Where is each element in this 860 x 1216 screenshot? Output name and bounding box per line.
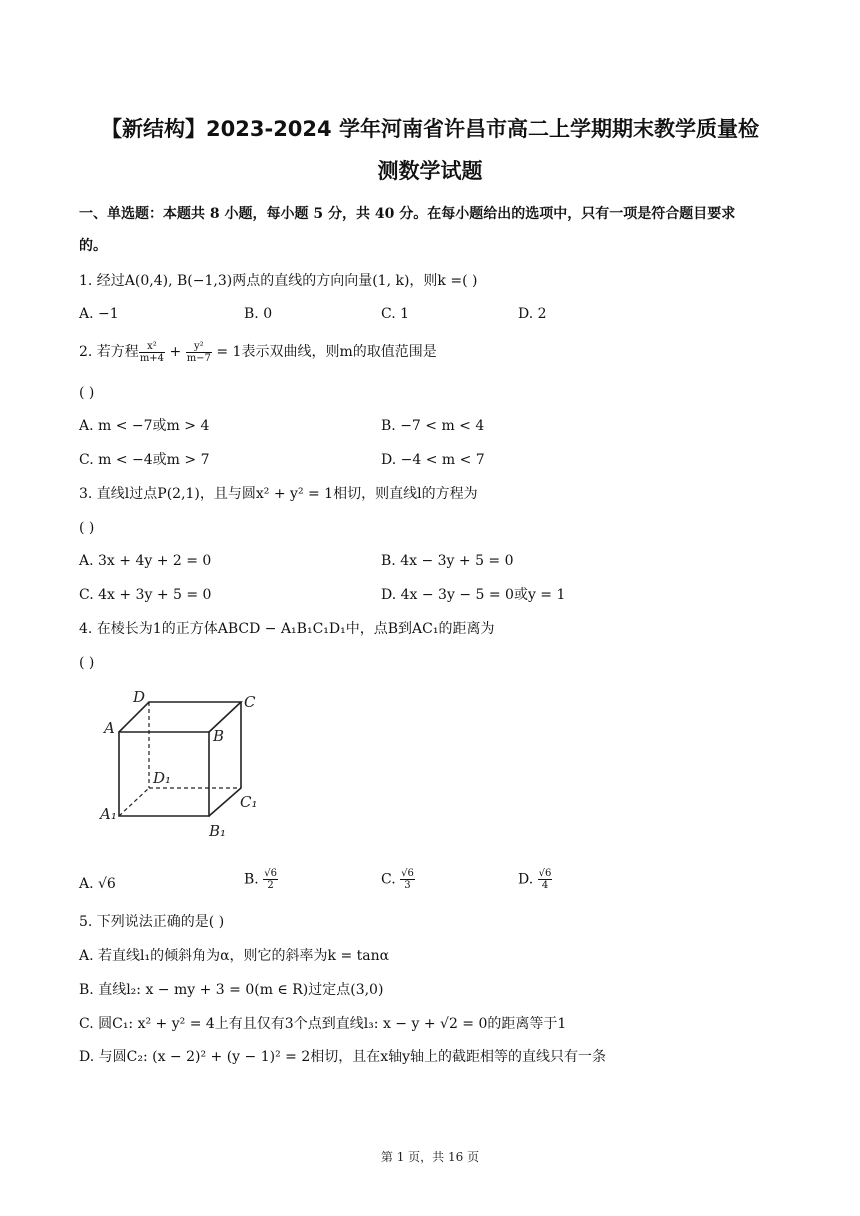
q4-b-num: √6 xyxy=(264,868,277,879)
q2-fraction-2 xyxy=(186,341,212,364)
q2-option-b: B. −7 < m < 4 xyxy=(381,418,485,434)
q4-option-d xyxy=(518,868,552,891)
q4-c-num: √6 xyxy=(401,868,414,879)
q2-plus: + xyxy=(169,344,182,360)
q4-option-b xyxy=(244,868,278,891)
q3-option-b: B. 4x − 3y + 5 = 0 xyxy=(381,553,514,569)
q2-frac1-den: m+4 xyxy=(139,352,165,364)
document-title xyxy=(60,108,800,192)
q2-frac2-num: y² xyxy=(186,341,212,353)
q4-option-c-frac xyxy=(400,868,415,891)
q2-fraction-1 xyxy=(139,341,165,364)
cube-hidden-edge-a1d1 xyxy=(119,788,149,816)
q2-frac1-num: x² xyxy=(139,341,165,353)
q5-option-c: C. 圆C₁: x² + y² = 4上有且仅有3个点到直线l₃: x − y + √2 = 0的距离等于1 xyxy=(79,1016,567,1032)
q4-d-den: 4 xyxy=(541,880,549,891)
q1-option-d: D. 2 xyxy=(518,306,547,322)
cube-label-c1: C₁ xyxy=(240,793,258,811)
q3-option-a: A. 3x + 4y + 2 = 0 xyxy=(79,553,212,569)
cube-figure xyxy=(92,683,272,843)
q4-option-b-label: B. xyxy=(244,871,259,888)
q3-option-d: D. 4x − 3y − 5 = 0或y = 1 xyxy=(381,587,566,603)
question-4-stem: 4. 在棱长为1的正方体ABCD − A₁B₁C₁D₁中，点B到AC₁的距离为 xyxy=(79,621,495,637)
q4-option-c xyxy=(381,868,415,891)
q2-answer-paren: ( ) xyxy=(79,385,95,401)
q4-b-den: 2 xyxy=(267,880,274,891)
question-2-stem xyxy=(79,337,437,367)
q4-option-b-frac xyxy=(263,868,278,891)
q1-option-b: B. 0 xyxy=(244,306,273,322)
q4-option-a: A. √6 xyxy=(79,876,116,892)
q2-option-d: D. −4 < m < 7 xyxy=(381,452,485,468)
cube-label-d: D xyxy=(133,688,146,706)
q3-answer-paren: ( ) xyxy=(79,520,95,536)
question-1-stem: 1. 经过A(0,4), B(−1,3)两点的直线的方向向量(1, k)，则k =( ) xyxy=(79,273,478,289)
q5-option-a: A. 若直线l₁的倾斜角为α，则它的斜率为k = tanα xyxy=(79,948,390,964)
q1-option-c: C. 1 xyxy=(381,306,410,322)
q4-option-c-label: C. xyxy=(381,871,396,888)
cube-label-d1: D₁ xyxy=(153,769,172,787)
q2-frac2-den: m−7 xyxy=(186,352,211,364)
q2-option-c: C. m < −4或m > 7 xyxy=(79,452,210,468)
cube-label-c: C xyxy=(244,693,256,711)
page-footer: 第 1 页，共 16 页 xyxy=(380,1150,480,1164)
q1-option-a: A. −1 xyxy=(79,306,119,322)
q5-option-d: D. 与圆C₂: (x − 2)² + (y − 1)² = 2相切，且在x轴y轴上的截距相等的直线只有一条 xyxy=(79,1049,607,1065)
cube-label-a1: A₁ xyxy=(100,805,117,823)
cube-label-b1: B₁ xyxy=(209,822,227,840)
q4-d-num: √6 xyxy=(538,868,552,879)
cube-label-b: B xyxy=(213,727,225,745)
title-line-1: 【新结构】2023-2024 学年河南省许昌市高二上学期期末教学质量检 xyxy=(101,117,759,141)
q5-option-b: B. 直线l₂: x − my + 3 = 0(m ∈ R)过定点(3,0) xyxy=(79,982,384,998)
section-heading-cont: 的。 xyxy=(79,238,107,254)
q4-answer-paren: ( ) xyxy=(79,655,95,671)
q4-option-d-frac xyxy=(538,868,553,891)
q3-option-c: C. 4x + 3y + 5 = 0 xyxy=(79,587,212,603)
q4-c-den: 3 xyxy=(404,880,411,891)
q2-option-a: A. m < −7或m > 4 xyxy=(79,418,210,434)
section-heading: 一、单选题：本题共 8 小题，每小题 5 分，共 40 分。在每小题给出的选项中，只有一项是符合题目要求 xyxy=(79,206,736,222)
question-5-stem: 5. 下列说法正确的是( ) xyxy=(79,914,225,930)
q4-option-d-label: D. xyxy=(518,871,534,888)
title-line-2: 测数学试题 xyxy=(377,159,483,183)
question-3-stem: 3. 直线l过点P(2,1)，且与圆x² + y² = 1相切，则直线l的方程为 xyxy=(79,486,478,502)
cube-right-edges xyxy=(209,702,241,816)
q2-suffix: = 1表示双曲线，则m的取值范围是 xyxy=(216,344,437,360)
q2-prefix: 2. 若方程 xyxy=(79,344,139,360)
cube-label-a: A xyxy=(104,719,115,737)
